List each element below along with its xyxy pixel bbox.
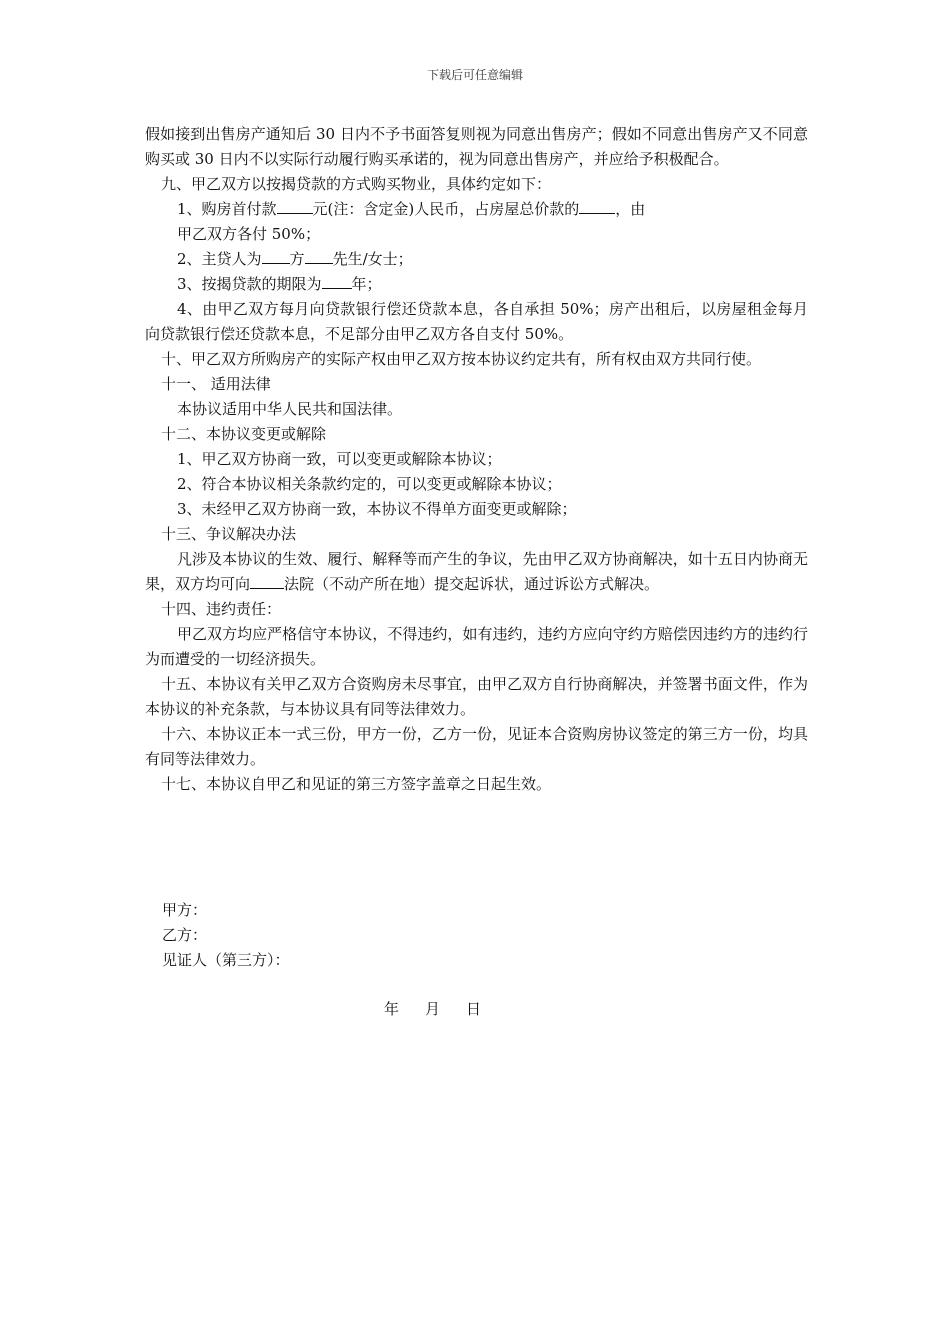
section-12-item: 2、符合本协议相关条款约定的，可以变更或解除本协议； — [177, 475, 562, 493]
date-year: 年 — [384, 1000, 400, 1018]
blank-line — [262, 247, 290, 264]
section-12-item: 1、甲乙双方协商一致，可以变更或解除本协议； — [177, 450, 502, 468]
witness-signature: 见证人（第三方）： — [162, 951, 290, 969]
section-12-item: 3、未经甲乙双方协商一致，本协议不得单方面变更或解除； — [177, 500, 577, 518]
agreement-body — [145, 122, 808, 797]
signature-block — [162, 898, 290, 973]
section-17: 十七、本协议自甲乙和见证的第三方签字盖章之日起生效。 — [161, 775, 552, 793]
section-9-item-4: 4、由甲乙双方每月向贷款银行偿还贷款本息，各自承担 50%；房产出租后，以房屋租金每月向贷款银行偿还贷款本息，不足部分由甲乙双方各自支付 50%。 — [145, 300, 808, 343]
intro-paragraph: 假如接到出售房产通知后 30 日内不予书面答复则视为同意出售房产；假如不同意出售房产又不同意购买或 30 日内不以实际行动履行购买承诺的，视为同意出售房产，并应给予积极配合。 — [145, 125, 808, 168]
date-day: 日 — [466, 1000, 482, 1018]
section-11-text: 本协议适用中华人民共和国法律。 — [177, 400, 403, 418]
section-13-title: 十三、争议解决办法 — [161, 525, 297, 543]
section-12-title: 十二、本协议变更或解除 — [161, 425, 327, 443]
section-9-item-1-cont: 甲乙双方各付 50%； — [177, 225, 321, 243]
section-14-title: 十四、违约责任： — [161, 600, 282, 618]
party-a-signature: 甲方： — [162, 901, 208, 919]
signing-date — [384, 998, 507, 1019]
blank-line — [277, 197, 313, 214]
blank-line — [305, 247, 333, 264]
blank-line — [322, 272, 352, 289]
blank-line — [579, 197, 615, 214]
blank-line — [250, 572, 284, 589]
section-11-title: 十一、 适用法律 — [161, 375, 271, 393]
section-9-item-1: 1、购房首付款 元(注：含定金)人民币，占房屋总价款的 ，由 — [145, 197, 808, 222]
section-9-item-2: 2、主贷人为 方 先生/女士； — [145, 247, 808, 272]
section-9-title: 九、甲乙双方以按揭贷款的方式购买物业，具体约定如下： — [161, 175, 552, 193]
section-10: 十、甲乙双方所购房产的实际产权由甲乙双方按本协议约定共有，所有权由双方共同行使。 — [161, 350, 762, 368]
party-b-signature: 乙方： — [162, 926, 208, 944]
date-month: 月 — [425, 1000, 441, 1018]
page-header: 下载后可任意编辑 — [426, 68, 523, 82]
section-9-item-3: 3、按揭贷款的期限为 年； — [145, 272, 808, 297]
section-13-text: 凡涉及本协议的生效、履行、解释等而产生的争议，先由甲乙双方协商解决，如十五日内协商无果，双方均可向 法院（不动产所在地）提交起诉状，通过诉讼方式解决。 — [145, 550, 808, 593]
section-15: 十五、本协议有关甲乙双方合资购房未尽事宜，由甲乙双方自行协商解决，并签署书面文件，作为本协议的补充条款，与本协议具有同等法律效力。 — [145, 675, 808, 718]
section-16: 十六、本协议正本一式三份，甲方一份，乙方一份，见证本合资购房协议签定的第三方一份，均具有同等法律效力。 — [145, 725, 808, 768]
section-14-text: 甲乙双方均应严格信守本协议，不得违约，如有违约，违约方应向守约方赔偿因违约方的违约行为而遭受的一切经济损失。 — [145, 625, 808, 668]
